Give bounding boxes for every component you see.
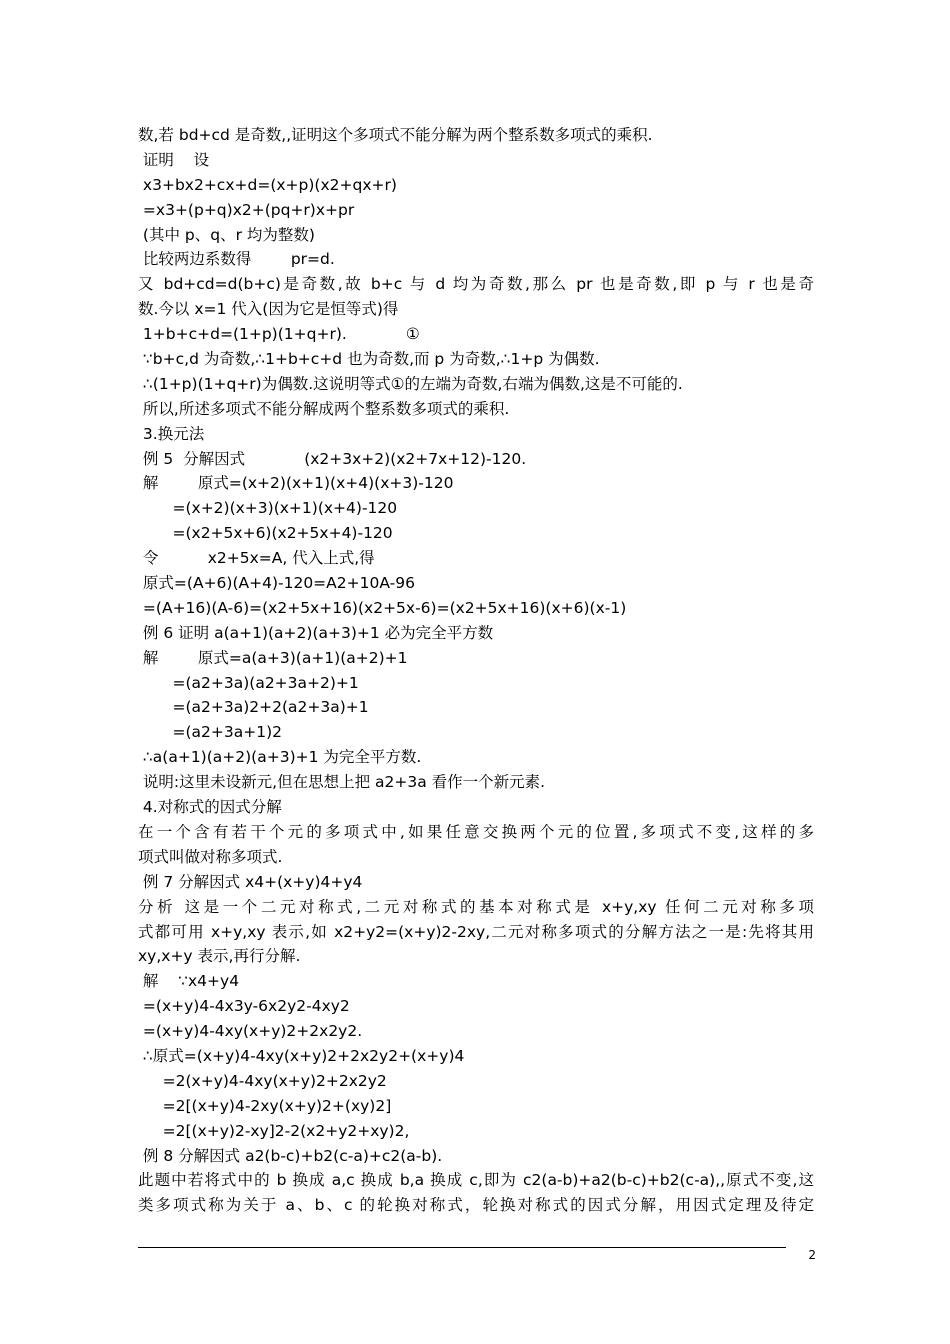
text-line: 所以,所述多项式不能分解成两个整系数多项式的乘积. [138,399,510,418]
text-line: 令 x2+5x=A, 代入上式,得 [138,549,375,568]
text-line: =x3+(p+q)x2+(pq+r)x+pr [138,200,355,219]
text-line: 例 7 分解因式 x4+(x+y)4+y4 [138,872,363,891]
text-line: 原式=(A+6)(A+4)-120=A2+10A-96 [138,574,415,593]
text-line: ∴(1+p)(1+q+r)为偶数.这说明等式①的左端为奇数,右端为偶数,这是不可能的. [138,374,683,393]
text-line: 例 6 证明 a(a+1)(a+2)(a+3)+1 必为完全平方数 [138,623,494,642]
text-line: =(x+y)4-4xy(x+y)2+2x2y2. [138,1022,363,1041]
text-line: 在一个含有若干个元的多项式中,如果任意交换两个元的位置,多项式不变,这样的多 [138,822,814,841]
text-line: 说明:这里未设新元,但在思想上把 a2+3a 看作一个新元素. [138,773,546,792]
text-line: 解 ∵x4+y4 [138,972,240,991]
text-line: ∵b+c,d 为奇数,∴1+b+c+d 也为奇数,而 p 为奇数,∴1+p 为偶数. [138,350,600,369]
text-line: 1+b+c+d=(1+p)(1+q+r). ① [138,325,420,344]
text-line: =(x2+5x+6)(x2+5x+4)-120 [138,524,393,543]
text-line: =(A+16)(A-6)=(x2+5x+16)(x2+5x-6)=(x2+5x+16)(x+6)(x-1) [138,598,627,617]
text-line: 分析 这是一个二元对称式,二元对称式的基本对称式是 x+y,xy 任何二元对称多项 [138,897,814,916]
text-line: ∴a(a+1)(a+2)(a+3)+1 为完全平方数. [138,748,422,767]
text-line: xy,x+y 表示,再行分解. [138,947,301,966]
text-line: =2[(x+y)2-xy]2-2(x2+y2+xy)2, [138,1121,410,1140]
text-line: (其中 p、q、r 均为整数) [138,225,315,244]
text-line: 式都可用 x+y,xy 表示,如 x2+y2=(x+y)2-2xy,二元对称多项式的分解方法之一是:先将其用 [138,922,814,941]
text-line: 解 原式=(x+2)(x+1)(x+4)(x+3)-120 [138,474,454,493]
text-line: 证明 设 [138,150,210,169]
footer-divider [138,1247,786,1248]
text-line: 解 原式=a(a+3)(a+1)(a+2)+1 [138,648,408,667]
text-line: x3+bx2+cx+d=(x+p)(x2+qx+r) [138,175,397,194]
text-line: 数.今以 x=1 代入(因为它是恒等式)得 [138,300,399,319]
text-line: =(a2+3a+1)2 [138,723,282,742]
text-line: 4.对称式的因式分解 [138,798,282,817]
text-line: =2[(x+y)4-2xy(x+y)2+(xy)2] [138,1096,392,1115]
text-line: 类多项式称为关于 a、b、c 的轮换对称式，轮换对称式的因式分解，用因式定理及待定 [138,1196,814,1215]
text-line: =(x+y)4-4x3y-6x2y2-4xy2 [138,997,350,1016]
text-line: 例 8 分解因式 a2(b-c)+b2(c-a)+c2(a-b). [138,1146,443,1165]
text-line: =(a2+3a)2+2(a2+3a)+1 [138,698,369,717]
text-line: =(x+2)(x+3)(x+1)(x+4)-120 [138,499,398,518]
text-line: 数,若 bd+cd 是奇数,,证明这个多项式不能分解为两个整系数多项式的乘积. [138,126,653,144]
document-body [138,123,814,1218]
text-line: 此题中若将式中的 b 换成 a,c 换成 b,a 换成 c,即为 c2(a-b)+a2(b-c)+b2(c-a),,原式不变,这 [138,1171,814,1190]
text-line: =2(x+y)4-4xy(x+y)2+2x2y2 [138,1071,387,1090]
text-line: 3.换元法 [138,424,205,443]
text-line: 比较两边系数得 pr=d. [138,250,335,269]
text-line: ∴原式=(x+y)4-4xy(x+y)2+2x2y2+(x+y)4 [138,1046,465,1065]
text-line: =(a2+3a)(a2+3a+2)+1 [138,673,359,692]
text-line: 又 bd+cd=d(b+c)是奇数,故 b+c 与 d 均为奇数,那么 pr 也是奇数,即 p 与 r 也是奇 [138,275,814,294]
page-number: 2 [808,1248,816,1262]
text-line: 例 5 分解因式 (x2+3x+2)(x2+7x+12)-120. [138,449,527,468]
text-line: 项式叫做对称多项式. [138,847,283,866]
